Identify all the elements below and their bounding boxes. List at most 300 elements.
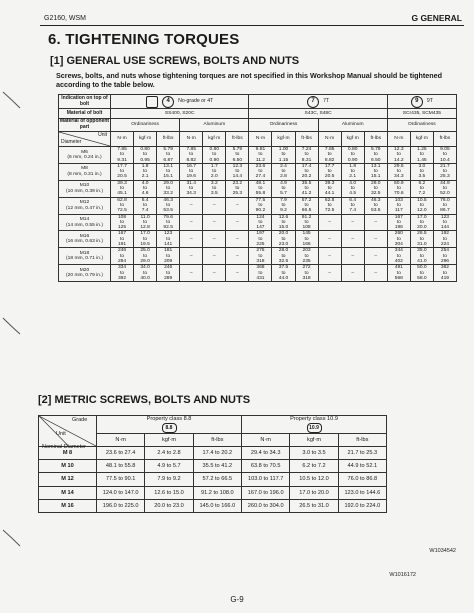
torque-value: to: [258, 236, 263, 242]
torque-value: 7.4: [349, 208, 357, 214]
torque-value: 419: [440, 275, 450, 281]
torque-value: to: [212, 186, 217, 192]
unit-label: Unit: [98, 132, 107, 138]
page-number: G-9: [230, 595, 244, 604]
torque-value: to: [166, 219, 171, 225]
torque-value: to: [419, 202, 424, 208]
metric-torque-cell: 17.4 to 20.2: [193, 447, 241, 460]
torque-value: 12.0: [417, 208, 427, 214]
torque-value: 203: [302, 248, 311, 254]
torque-value: 44.9: [440, 180, 450, 186]
unit-header-13: kgf·m: [410, 132, 433, 147]
torque-value: 17.0: [417, 214, 427, 220]
torque-value: 7.2: [418, 191, 426, 197]
torque-value: 3.5: [210, 191, 218, 197]
torque-value: to: [442, 270, 447, 276]
torque-value: to: [396, 202, 401, 208]
torque-value: to: [281, 186, 286, 192]
metric-torque-cell: 103.0 to 117.7: [242, 473, 290, 486]
torque-value: to: [143, 219, 148, 225]
torque-value: to: [281, 202, 286, 208]
torque-value: 41.2: [301, 191, 312, 197]
metric-unit-header: kgf·m: [290, 434, 338, 447]
torque-value: 334: [117, 265, 127, 271]
torque-value: to: [350, 152, 355, 158]
torque-value: 17.7: [324, 163, 335, 169]
torque-value: 147: [256, 225, 265, 231]
torque-value: 23.6: [255, 163, 266, 169]
torque-value: 32.5: [370, 191, 381, 197]
metric-torque-cell: 167.0 to 196.0: [242, 486, 290, 499]
torque-value: 53.5: [370, 208, 381, 214]
metric-torque-cell: 35.5 to 41.2: [193, 460, 241, 473]
torque-value: 53.5: [163, 208, 173, 214]
torque-value: –: [374, 236, 378, 242]
torque-value: 9.05: [440, 147, 450, 152]
torque-value: 3.0: [418, 163, 426, 169]
torque-value: 17.4: [301, 163, 312, 169]
torque-value: –: [189, 236, 193, 242]
torque-value: 31.4: [186, 180, 196, 186]
torque-value: to: [281, 152, 286, 158]
torque-value: 10.5: [417, 197, 427, 203]
torque-value: 79.6: [163, 214, 173, 220]
torque-value: to: [281, 270, 286, 276]
torque-value: to: [166, 253, 171, 259]
metric-torque-cell: 4.9 to 5.7: [145, 460, 193, 473]
torque-value: to: [442, 186, 447, 192]
torque-value: to: [396, 270, 401, 276]
torque-value: 37.5: [278, 265, 289, 271]
torque-value: 254: [440, 248, 450, 254]
torque-value: 39.3: [117, 180, 127, 186]
torque-value: 23.0: [278, 242, 289, 248]
torque-value: 20.0: [417, 225, 427, 231]
torque-value: 123: [164, 231, 173, 237]
torque-value: –: [351, 236, 355, 242]
nominal-diameter-cell: M 8: [39, 447, 97, 460]
torque-value: 14.2: [394, 157, 404, 163]
torque-value: to: [119, 219, 125, 225]
torque-value: 13.1: [370, 163, 381, 169]
torque-value: 25.3: [440, 174, 450, 180]
unit-header-9: N·m: [318, 132, 341, 147]
metric-torque-cell: 76.0 to 86.8: [338, 473, 386, 486]
torque-value: to: [119, 253, 125, 259]
torque-value: to: [304, 270, 309, 276]
torque-value: 145: [302, 231, 311, 237]
torque-value: to: [442, 219, 447, 225]
torque-value: 260: [394, 231, 403, 237]
torque-value: 27.4: [255, 174, 266, 180]
torque-value: 12.3: [232, 163, 243, 169]
torque-value: 318: [302, 275, 311, 281]
torque-value: 192: [440, 231, 450, 237]
torque-value: 4.0: [141, 180, 149, 186]
material-7t: S43C, S48C: [249, 109, 387, 119]
torque-value: to: [258, 169, 263, 175]
torque-value: 272: [302, 265, 311, 271]
torque-value: to: [166, 236, 171, 242]
torque-value: 12.3: [394, 147, 404, 152]
nominal-diameter-cell: M 10: [39, 460, 97, 473]
unit-header-3: N·m: [180, 132, 203, 147]
torque-value: to: [119, 169, 125, 175]
torque-value: 20.5: [117, 174, 127, 180]
torque-value: 181: [164, 248, 173, 254]
torque-value: 12.8: [140, 225, 150, 231]
torque-value: 108: [117, 214, 127, 220]
torque-value: 44.0: [278, 275, 289, 281]
torque-value: 86.7: [440, 208, 450, 214]
class-10-9-icon: 10.9: [307, 423, 322, 433]
opp-7t-ord: Ordinariness: [249, 119, 318, 132]
torque-value: 144: [440, 225, 450, 231]
diameter-line: (8 mm, 0.31 in.): [67, 171, 102, 177]
torque-value: to: [166, 186, 171, 192]
torque-value: 50.0: [417, 265, 427, 271]
torque-value: 3.5: [418, 174, 426, 180]
torque-value: 0.95: [140, 157, 150, 163]
torque-value: 4.6: [141, 191, 149, 197]
unit-header-14: ft-lbs: [433, 132, 456, 147]
torque-value: 284: [117, 258, 127, 264]
torque-value: 2.4: [280, 163, 287, 169]
torque-value: 29.5: [394, 163, 404, 169]
torque-value: to: [327, 186, 332, 192]
torque-value: to: [373, 152, 378, 158]
torque-value: 1.15: [278, 157, 289, 163]
torque-value: 4.0: [349, 180, 357, 186]
torque-value: to: [258, 219, 263, 225]
torque-value: 5.7: [280, 191, 287, 197]
class-8-8-label: Property class 8.8: [146, 416, 192, 422]
torque-value: to: [304, 202, 309, 208]
torque-value: 13.1: [163, 163, 173, 169]
torque-value: 91.2: [301, 214, 312, 220]
torque-value: 90.2: [255, 208, 266, 214]
torque-value: 196: [394, 225, 403, 231]
torque-value: –: [328, 236, 331, 242]
torque-value: 392: [117, 275, 127, 281]
torque-value: to: [119, 186, 125, 192]
label-material-bolt: Material of bolt: [59, 109, 111, 119]
torque-value: to: [258, 202, 263, 208]
torque-value: to: [419, 270, 424, 276]
torque-value: to: [396, 236, 401, 242]
torque-value: 141: [164, 242, 173, 248]
torque-value: to: [281, 219, 286, 225]
torque-value: 62.8: [117, 197, 127, 203]
torque-value: 5.79: [163, 147, 173, 152]
torque-value: 16.7: [186, 163, 196, 169]
section1-note: Screws, bolts, and nuts whose tightening torques are not specified in this Workshop Manual should be tightened according to the table below.: [56, 71, 443, 89]
binder-mark-middle: [3, 318, 20, 334]
metric-torque-cell: 57.2 to 66.5: [193, 473, 241, 486]
label-material-opponent: Material of opponent part: [59, 118, 110, 130]
torque-value: to: [166, 169, 171, 175]
torque-value: to: [212, 169, 217, 175]
mark-9t-text: 9T: [426, 97, 433, 104]
torque-value: to: [373, 202, 378, 208]
torque-value: to: [304, 169, 309, 175]
torque-value: 32.5: [278, 258, 289, 264]
torque-value: 304: [394, 242, 403, 248]
torque-value: 28.0: [278, 248, 289, 254]
unit-header-4: kgf·m: [203, 132, 226, 147]
metric-unit-header: N·m: [97, 434, 145, 447]
torque-value: 19.5: [140, 242, 150, 248]
torque-value: to: [258, 186, 263, 192]
torque-value: 2.1: [141, 174, 149, 180]
torque-value: to: [304, 219, 309, 225]
nominal-diameter-cell: M 16: [39, 499, 97, 512]
binder-mark-top: [3, 92, 20, 108]
unit-header-10: kgf·m: [341, 132, 364, 147]
label-indication: Indication on top of bolt: [59, 95, 111, 109]
torque-value: 12.6: [278, 214, 289, 220]
torque-value: 11.0: [140, 214, 150, 220]
torque-value: to: [235, 152, 240, 158]
metric-torque-cell: 2.4 to 2.8: [145, 447, 193, 460]
torque-value: 62.8: [324, 197, 335, 203]
torque-value: 5.79: [370, 147, 381, 152]
torque-value: to: [281, 169, 286, 175]
metric-torque-cell: 17.0 to 20.0: [290, 486, 338, 499]
unit-header-12: N·m: [387, 132, 410, 147]
torque-value: to: [189, 186, 194, 192]
torque-value: to: [143, 152, 148, 158]
torque-value: –: [328, 270, 331, 276]
metric-torque-cell: 20.0 to 23.0: [145, 499, 193, 512]
torque-value: to: [258, 152, 263, 158]
torque-value: 10.4: [440, 157, 450, 163]
torque-value: –: [212, 236, 216, 242]
torque-value: 246: [164, 265, 173, 271]
torque-value: 6.2: [418, 180, 426, 186]
torque-value: 123: [440, 214, 450, 220]
diameter-line: M10: [79, 183, 90, 189]
torque-value: 46.3: [163, 197, 173, 203]
class-8-8-icon: 8.8: [162, 423, 177, 433]
torque-value: to: [350, 186, 355, 192]
torque-value: 25.3: [232, 191, 243, 197]
metric-torque-cell: 23.6 to 27.4: [97, 447, 145, 460]
torque-value: 7.24: [301, 147, 312, 152]
torque-value: 19.6: [186, 174, 196, 180]
torque-value: 9.31: [117, 157, 127, 163]
torque-value: 52.0: [440, 191, 450, 197]
torque-value: 344: [394, 248, 403, 254]
torque-value: 246: [117, 248, 127, 254]
torque-value: to: [304, 236, 309, 242]
torque-value: 7.9: [280, 197, 287, 203]
torque-value: 45.1: [117, 191, 127, 197]
torque-value: 9.81: [255, 147, 266, 152]
torque-value: 26.5: [417, 231, 427, 237]
diameter-line: (20 mm, 0.79 in.): [66, 273, 103, 279]
torque-value: 8.31: [301, 157, 312, 163]
unit-header-6: N·m: [249, 132, 272, 147]
torque-value: 6.87: [163, 157, 173, 163]
torque-value: to: [419, 219, 424, 225]
torque-value: to: [281, 253, 286, 259]
metric-torque-cell: 7.9 to 9.2: [145, 473, 193, 486]
torque-value: 6.4: [141, 197, 149, 203]
torque-value: –: [351, 270, 355, 276]
diameter-line: M18: [79, 250, 90, 256]
torque-value: to: [442, 152, 447, 158]
material-9t: SCr435, SCM435: [387, 109, 456, 119]
material-4t: SS400, S20C: [111, 109, 249, 119]
torque-value: 40.0: [140, 275, 150, 281]
unit-header-7: kgf·m: [272, 132, 295, 147]
section2-code: W1016172: [389, 572, 416, 578]
metric-torque-cell: 63.8 to 70.5: [242, 460, 290, 473]
torque-value: 4.9: [280, 180, 287, 186]
torque-value: 0.80: [140, 147, 150, 152]
torque-value: –: [189, 202, 193, 208]
torque-value: 29.0: [140, 258, 150, 264]
torque-value: 20.2: [301, 174, 312, 180]
torque-value: 15.0: [278, 225, 289, 231]
torque-value: to: [442, 236, 447, 242]
torque-value: –: [374, 253, 378, 259]
diameter-line: M8: [81, 166, 88, 172]
torque-value: 72.5: [117, 208, 127, 214]
torque-value: 1.45: [417, 157, 427, 163]
torque-value: 1.25: [417, 147, 427, 152]
diameter-line: M12: [79, 200, 90, 206]
torque-value: to: [304, 253, 309, 259]
torque-value: 34.3: [186, 191, 196, 197]
torque-value: 289: [164, 275, 173, 281]
torque-value: 275: [256, 248, 265, 254]
torque-value: 0.80: [347, 147, 358, 152]
metric-torque-cell: 3.0 to 3.5: [290, 447, 338, 460]
diameter-line: (12 mm, 0.47 in.): [66, 205, 103, 211]
diameter-label: Diameter: [61, 138, 82, 145]
torque-value: to: [212, 152, 217, 158]
diameter-line: (14 mm, 0.55 in.): [66, 222, 103, 228]
section1-code: W1034542: [429, 548, 456, 554]
torque-value: –: [374, 219, 378, 225]
torque-value: 23.2: [232, 180, 243, 186]
torque-value: 296: [440, 258, 450, 264]
torque-value: –: [189, 270, 193, 276]
torque-value: 7.4: [141, 208, 149, 214]
mark-4t-text: No-grade or 4T: [178, 97, 214, 104]
mark-7t-text: 7T: [323, 97, 330, 104]
torque-value: 225: [256, 242, 265, 248]
torque-value: 35.5: [301, 180, 312, 186]
torque-value: to: [442, 202, 447, 208]
torque-value: 41.0: [417, 258, 427, 264]
torque-value: 124: [256, 214, 265, 220]
torque-value: to: [442, 253, 447, 259]
torque-value: 6.4: [349, 197, 357, 203]
diameter-line: M6: [81, 149, 88, 155]
section1-heading: [1] GENERAL USE SCREWS, BOLTS AND NUTS: [50, 55, 300, 67]
diameter-line: (18 mm, 0.71 in.): [66, 256, 103, 262]
metric-torque-cell: 10.5 to 12.0: [290, 473, 338, 486]
torque-value: 0.90: [209, 157, 220, 163]
torque-value: 9.2: [280, 208, 287, 214]
metric-torque-cell: 260.0 to 304.0: [242, 499, 290, 512]
torque-value: 66.5: [301, 208, 312, 214]
torque-value: to: [304, 186, 309, 192]
torque-value: to: [419, 169, 424, 175]
torque-value: 14.4: [232, 174, 243, 180]
torque-value: 72.5: [324, 208, 335, 214]
torque-value: to: [419, 186, 424, 192]
metric-torque-cell: 29.4 to 34.3: [242, 447, 290, 460]
unit-header-2: ft-lbs: [157, 132, 180, 147]
torque-value: to: [396, 169, 401, 175]
torque-value: 57.2: [301, 197, 312, 203]
diameter-line: M20: [79, 267, 90, 273]
torque-value: 1.00: [278, 147, 289, 152]
unit-header-1: kgf·m: [134, 132, 157, 147]
torque-value: to: [442, 169, 447, 175]
torque-value: to: [396, 186, 401, 192]
torque-value: 402: [394, 258, 403, 264]
torque-value: 15.1: [163, 174, 173, 180]
torque-value: 17.0: [140, 231, 150, 237]
grade-7-icon: 7: [307, 96, 319, 108]
torque-value: to: [143, 236, 148, 242]
torque-value: 235: [302, 258, 311, 264]
torque-value: to: [327, 202, 332, 208]
torque-value: –: [189, 253, 193, 259]
torque-value: 7.85: [324, 147, 335, 152]
torque-value: to: [396, 219, 401, 225]
torque-value: 5.79: [232, 147, 243, 152]
nominal-diameter-cell: M 12: [39, 473, 97, 486]
torque-value: 6.50: [370, 157, 381, 163]
metric-torque-cell: 12.6 to 15.0: [145, 486, 193, 499]
torque-value: 39.3: [324, 180, 335, 186]
torque-value: –: [212, 270, 216, 276]
opp-9t-ord: Ordinariness: [387, 119, 456, 132]
unit-header-8: ft-lbs: [295, 132, 318, 147]
torque-value: 11.2: [255, 157, 266, 163]
metric-torque-cell: 196.0 to 225.0: [97, 499, 145, 512]
torque-value: 117: [394, 208, 403, 214]
opp-4t-ord: Ordinariness: [111, 119, 180, 132]
torque-value: to: [143, 169, 148, 175]
metric-torque-cell: 48.1 to 55.8: [97, 460, 145, 473]
torque-value: 1.8: [349, 163, 357, 169]
torque-value: 1.8: [141, 163, 149, 169]
torque-value: to: [419, 236, 424, 242]
torque-value: 7.85: [117, 147, 127, 152]
torque-value: to: [396, 152, 401, 158]
opp-7t-alu: Aluminum: [318, 119, 387, 132]
torque-value: 35.0: [417, 248, 427, 254]
diameter-line: M14: [79, 217, 90, 223]
torque-value: to: [166, 152, 171, 158]
torque-value: 3.2: [210, 180, 218, 186]
metric-torque-cell: 6.2 to 7.2: [290, 460, 338, 473]
torque-value: 2.0: [210, 174, 218, 180]
torque-value: to: [189, 152, 194, 158]
nominal-diameter-cell: M 14: [39, 486, 97, 499]
torque-value: 167: [117, 231, 127, 237]
torque-value: 44.1: [324, 191, 335, 197]
torque-value: –: [328, 253, 331, 259]
torque-value: to: [304, 152, 309, 158]
